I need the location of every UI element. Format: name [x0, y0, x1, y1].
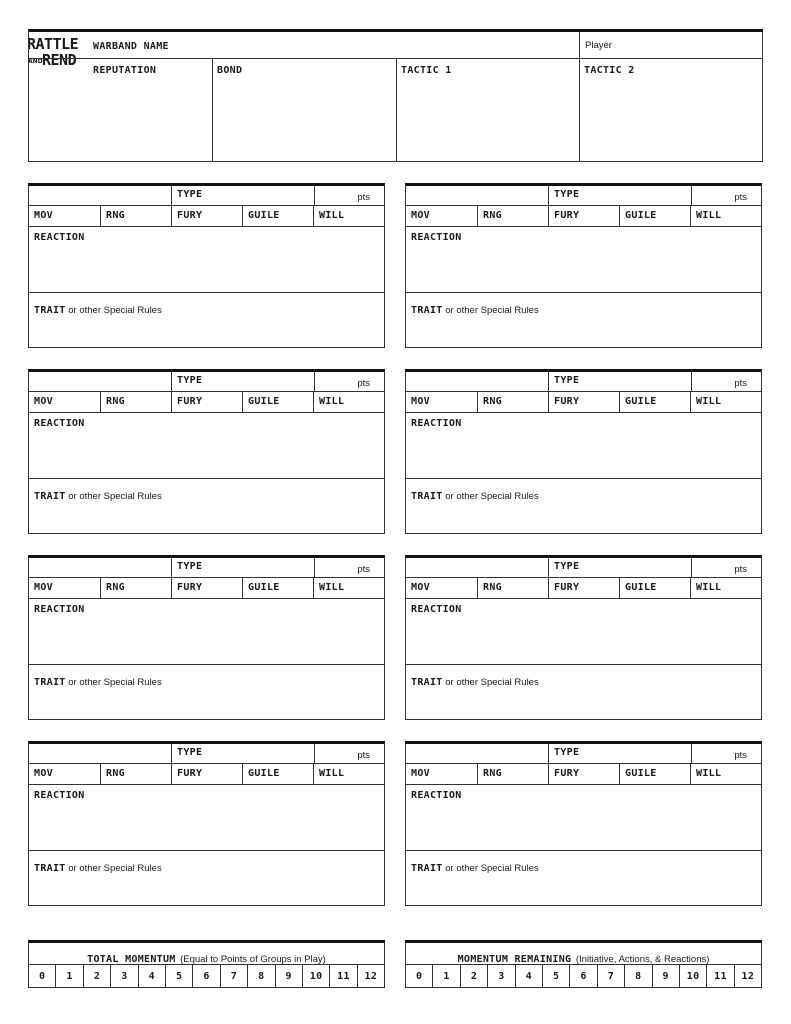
logo-line2: REND	[42, 51, 77, 69]
tactic2-field[interactable]	[579, 59, 762, 162]
reaction-label: REACTION	[411, 418, 462, 429]
type-label: TYPE	[554, 189, 580, 200]
stat-field[interactable]	[548, 392, 619, 412]
momentum-cell[interactable]: 2	[83, 965, 110, 988]
trait-label-group	[34, 672, 162, 690]
pts-field[interactable]	[691, 186, 761, 206]
stat-field[interactable]	[619, 206, 690, 226]
stat-label: WILL	[319, 210, 345, 221]
type-field[interactable]	[548, 558, 691, 578]
momentum-cell[interactable]: 8	[247, 965, 274, 988]
stat-label: RNG	[483, 768, 502, 779]
reaction-label: REACTION	[411, 604, 462, 615]
warband-name-label: WARBAND NAME	[93, 41, 169, 52]
stat-field[interactable]	[690, 206, 761, 226]
trait-label: TRAIT	[411, 305, 443, 316]
type-label: TYPE	[554, 561, 580, 572]
momentum-cell[interactable]: 11	[329, 965, 356, 988]
logo-line1: RATTLE	[27, 35, 79, 53]
stat-label: RNG	[483, 396, 502, 407]
stat-row	[406, 206, 761, 227]
trait-suffix: or other Special Rules	[442, 491, 539, 502]
stat-field[interactable]	[406, 578, 477, 598]
unit-name-row[interactable]	[29, 744, 384, 764]
pts-label: pts	[734, 192, 747, 203]
stat-label: FURY	[177, 210, 203, 221]
type-label: TYPE	[554, 375, 580, 386]
trait-label: TRAIT	[411, 863, 443, 874]
trait-suffix: or other Special Rules	[442, 305, 539, 316]
type-field[interactable]	[548, 186, 691, 206]
stat-row	[29, 578, 384, 599]
pts-field[interactable]	[691, 558, 761, 578]
trait-label-group	[411, 672, 539, 690]
unit-card	[28, 369, 385, 534]
trait-label-group	[34, 858, 162, 876]
stat-label: FURY	[554, 396, 580, 407]
momentum-cell[interactable]: 4	[138, 965, 165, 988]
stat-label: MOV	[34, 210, 53, 221]
stat-label: GUILE	[625, 396, 657, 407]
stat-label: RNG	[106, 396, 125, 407]
stat-field[interactable]	[242, 206, 313, 226]
reaction-label: REACTION	[34, 418, 85, 429]
stat-field[interactable]	[313, 578, 384, 598]
momentum-cell[interactable]: 0	[416, 971, 423, 982]
stat-label: MOV	[34, 396, 53, 407]
stat-field[interactable]	[29, 206, 100, 226]
trait-field[interactable]	[29, 293, 384, 348]
unit-card	[405, 369, 762, 534]
momentum-cell[interactable]: 3	[487, 965, 514, 988]
stat-field[interactable]	[477, 578, 548, 598]
trait-suffix: or other Special Rules	[65, 863, 162, 874]
momentum-remaining-cells	[406, 965, 761, 988]
stat-field[interactable]	[242, 578, 313, 598]
stat-label: WILL	[696, 582, 722, 593]
trait-label-group	[34, 300, 162, 318]
stat-field[interactable]	[313, 206, 384, 226]
trait-suffix: or other Special Rules	[65, 677, 162, 688]
stat-field[interactable]	[171, 392, 242, 412]
reaction-label: REACTION	[34, 604, 85, 615]
momentum-remaining-label: MOMENTUM REMAINING	[457, 954, 572, 965]
type-label: TYPE	[177, 375, 203, 386]
pts-label: pts	[357, 192, 370, 203]
stat-field[interactable]	[313, 764, 384, 784]
stat-field[interactable]	[171, 206, 242, 226]
total-momentum-title	[29, 943, 384, 965]
type-field[interactable]	[548, 372, 691, 392]
trait-label-group	[411, 858, 539, 876]
stat-label: MOV	[34, 582, 53, 593]
trait-label-group	[34, 486, 162, 504]
trait-label: TRAIT	[411, 677, 443, 688]
stat-field[interactable]	[477, 392, 548, 412]
unit-name-row[interactable]	[29, 558, 384, 578]
stat-field[interactable]	[619, 578, 690, 598]
trait-label: TRAIT	[411, 491, 443, 502]
unit-name-row[interactable]	[29, 186, 384, 206]
stat-field[interactable]	[29, 764, 100, 784]
stat-field[interactable]	[171, 764, 242, 784]
momentum-cell[interactable]: 1	[432, 965, 459, 988]
momentum-cell[interactable]: 6	[192, 965, 219, 988]
pts-label: pts	[734, 378, 747, 389]
stat-label: GUILE	[248, 396, 280, 407]
trait-suffix: or other Special Rules	[442, 863, 539, 874]
unit-card	[405, 183, 762, 348]
stat-field[interactable]	[619, 764, 690, 784]
stat-field[interactable]	[548, 206, 619, 226]
unit-name-row[interactable]	[29, 372, 384, 392]
trait-field[interactable]	[406, 665, 761, 720]
stat-field[interactable]	[477, 764, 548, 784]
momentum-remaining-note: (Initiative, Actions, & Reactions)	[575, 954, 710, 965]
stat-field[interactable]	[242, 764, 313, 784]
reputation-label: REPUTATION	[93, 65, 157, 76]
trait-field[interactable]	[29, 479, 384, 534]
reaction-label: REACTION	[34, 232, 85, 243]
stat-field[interactable]	[548, 578, 619, 598]
stat-label: FURY	[177, 396, 203, 407]
unit-card	[28, 741, 385, 906]
stat-label: RNG	[106, 582, 125, 593]
reaction-field[interactable]	[406, 599, 761, 665]
stat-label: FURY	[554, 210, 580, 221]
stat-label: MOV	[411, 768, 430, 779]
reaction-label: REACTION	[411, 790, 462, 801]
trait-label: TRAIT	[34, 491, 66, 502]
stat-label: FURY	[177, 582, 203, 593]
momentum-remaining-tracker	[405, 940, 762, 988]
reaction-field[interactable]	[406, 227, 761, 293]
type-label: TYPE	[177, 747, 203, 758]
type-label: TYPE	[177, 189, 203, 200]
stat-label: RNG	[483, 582, 502, 593]
stat-field[interactable]	[690, 578, 761, 598]
type-field[interactable]	[548, 744, 691, 764]
reaction-label: REACTION	[34, 790, 85, 801]
momentum-cell[interactable]: 1	[55, 965, 82, 988]
stat-row	[406, 392, 761, 413]
stat-label: FURY	[177, 768, 203, 779]
momentum-cell[interactable]: 7	[597, 965, 624, 988]
pts-field[interactable]	[691, 744, 761, 764]
warband-name-row[interactable]	[29, 32, 762, 59]
momentum-cell[interactable]: 10	[302, 965, 329, 988]
stat-field[interactable]	[690, 764, 761, 784]
stat-label: GUILE	[248, 768, 280, 779]
momentum-cell[interactable]: 12	[357, 965, 384, 988]
stat-row	[406, 578, 761, 599]
momentum-cell[interactable]: 5	[542, 965, 569, 988]
momentum-cell[interactable]: 9	[652, 965, 679, 988]
reaction-field[interactable]	[29, 227, 384, 293]
stat-label: RNG	[106, 768, 125, 779]
pts-label: pts	[734, 564, 747, 575]
stat-field[interactable]	[100, 764, 171, 784]
reaction-field[interactable]	[29, 413, 384, 479]
trait-field[interactable]	[406, 479, 761, 534]
stat-label: WILL	[696, 210, 722, 221]
unit-name-row[interactable]	[406, 186, 761, 206]
type-field[interactable]	[171, 372, 314, 392]
pts-field[interactable]	[314, 372, 384, 392]
momentum-cell[interactable]: 4	[515, 965, 542, 988]
trait-label: TRAIT	[34, 677, 66, 688]
pts-field[interactable]	[691, 372, 761, 392]
tactic2-label: TACTIC 2	[584, 65, 635, 76]
stat-label: GUILE	[625, 582, 657, 593]
stat-field[interactable]	[690, 392, 761, 412]
stat-field[interactable]	[100, 206, 171, 226]
pts-label: pts	[357, 378, 370, 389]
trait-field[interactable]	[29, 665, 384, 720]
stat-label: RNG	[483, 210, 502, 221]
pts-label: pts	[357, 564, 370, 575]
trait-suffix: or other Special Rules	[442, 677, 539, 688]
type-field[interactable]	[171, 744, 314, 764]
stat-field[interactable]	[29, 578, 100, 598]
trait-field[interactable]	[406, 851, 761, 906]
momentum-cell[interactable]: 5	[165, 965, 192, 988]
stat-field[interactable]	[548, 764, 619, 784]
pts-field[interactable]	[314, 186, 384, 206]
tactic1-label: TACTIC 1	[401, 65, 452, 76]
total-momentum-cells	[29, 965, 384, 988]
stat-field[interactable]	[477, 206, 548, 226]
pts-field[interactable]	[314, 744, 384, 764]
total-momentum-label: TOTAL MOMENTUM	[87, 954, 176, 965]
trait-suffix: or other Special Rules	[65, 491, 162, 502]
momentum-cell[interactable]: 3	[110, 965, 137, 988]
unit-card	[28, 555, 385, 720]
stat-field[interactable]	[619, 392, 690, 412]
stat-field[interactable]	[313, 392, 384, 412]
player-label: Player	[585, 40, 612, 51]
momentum-cell[interactable]: 6	[569, 965, 596, 988]
stat-label: WILL	[319, 582, 345, 593]
type-field[interactable]	[171, 186, 314, 206]
stat-row	[29, 206, 384, 227]
stat-field[interactable]	[406, 206, 477, 226]
stat-label: WILL	[319, 396, 345, 407]
stat-label: WILL	[696, 396, 722, 407]
trait-label: TRAIT	[34, 305, 66, 316]
reaction-label: REACTION	[411, 232, 462, 243]
momentum-cell[interactable]: 12	[734, 965, 761, 988]
stat-field[interactable]	[100, 392, 171, 412]
logo-and: AND	[28, 58, 43, 65]
stat-field[interactable]	[29, 392, 100, 412]
stat-label: FURY	[554, 768, 580, 779]
momentum-cell[interactable]: 8	[624, 965, 651, 988]
reaction-field[interactable]	[406, 785, 761, 851]
momentum-cell[interactable]: 9	[275, 965, 302, 988]
warband-header	[28, 29, 763, 162]
reaction-field[interactable]	[29, 785, 384, 851]
pts-label: pts	[357, 750, 370, 761]
trait-field[interactable]	[29, 851, 384, 906]
stat-row	[406, 764, 761, 785]
stat-label: FURY	[554, 582, 580, 593]
stat-field[interactable]	[100, 578, 171, 598]
stat-field[interactable]	[406, 764, 477, 784]
unit-name-row[interactable]	[406, 558, 761, 578]
momentum-cell[interactable]: 11	[706, 965, 733, 988]
momentum-cell[interactable]: 0	[39, 971, 46, 982]
stat-label: MOV	[411, 210, 430, 221]
trait-label-group	[411, 300, 539, 318]
pts-field[interactable]	[314, 558, 384, 578]
stat-label: GUILE	[248, 210, 280, 221]
stat-row	[29, 392, 384, 413]
stat-field[interactable]	[171, 578, 242, 598]
stat-label: MOV	[411, 396, 430, 407]
momentum-cell[interactable]: 10	[679, 965, 706, 988]
stat-field[interactable]	[406, 392, 477, 412]
trait-suffix: or other Special Rules	[65, 305, 162, 316]
stat-label: GUILE	[625, 210, 657, 221]
trait-label: TRAIT	[34, 863, 66, 874]
bond-field[interactable]	[212, 59, 396, 162]
stat-label: MOV	[411, 582, 430, 593]
stat-label: RNG	[106, 210, 125, 221]
stat-label: MOV	[34, 768, 53, 779]
unit-card	[405, 741, 762, 906]
momentum-cell[interactable]: 7	[220, 965, 247, 988]
trait-label-group	[411, 486, 539, 504]
pts-label: pts	[734, 750, 747, 761]
stat-row	[29, 764, 384, 785]
stat-label: GUILE	[625, 768, 657, 779]
player-field[interactable]	[579, 32, 762, 59]
trait-field[interactable]	[406, 293, 761, 348]
reaction-field[interactable]	[406, 413, 761, 479]
stat-field[interactable]	[242, 392, 313, 412]
total-momentum-tracker	[28, 940, 385, 988]
unit-card	[405, 555, 762, 720]
unit-name-row[interactable]	[406, 744, 761, 764]
stat-label: GUILE	[248, 582, 280, 593]
stat-label: WILL	[319, 768, 345, 779]
momentum-cell[interactable]: 2	[460, 965, 487, 988]
type-label: TYPE	[554, 747, 580, 758]
unit-card	[28, 183, 385, 348]
reaction-field[interactable]	[29, 599, 384, 665]
bond-label: BOND	[217, 65, 243, 76]
momentum-remaining-title	[406, 943, 761, 965]
tactic1-field[interactable]	[396, 59, 579, 162]
total-momentum-note: (Equal to Points of Groups in Play)	[180, 954, 326, 965]
unit-name-row[interactable]	[406, 372, 761, 392]
type-label: TYPE	[177, 561, 203, 572]
stat-label: WILL	[696, 768, 722, 779]
type-field[interactable]	[171, 558, 314, 578]
